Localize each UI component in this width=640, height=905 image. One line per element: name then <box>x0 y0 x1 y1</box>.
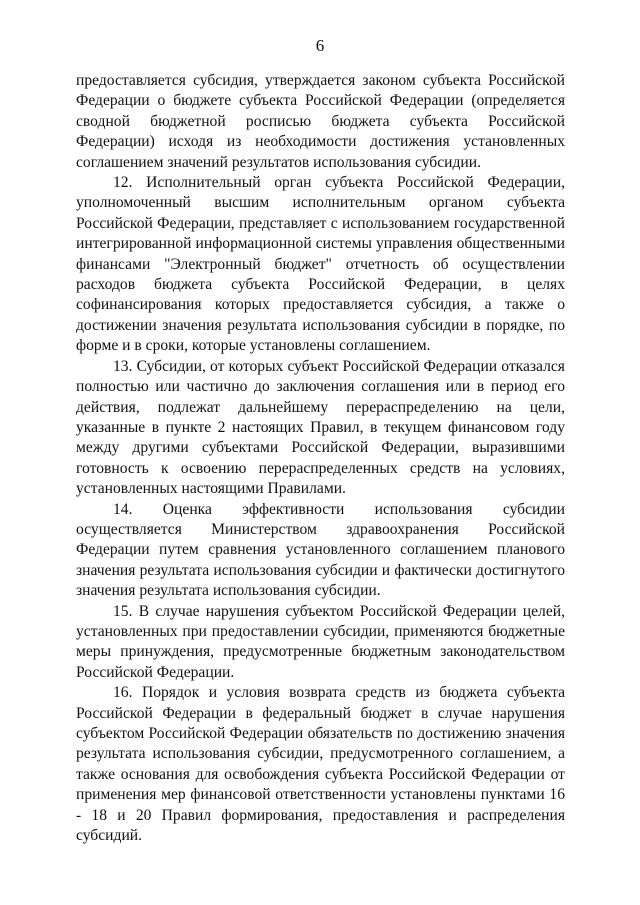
page-number: 6 <box>315 36 325 55</box>
paragraph-16: 16. Порядок и условия возврата средств из бюджета субъекта Российской Федерации в федеральный бюджет в случае нарушения субъектом Российской Федерации обязательств по достижению значения результата использования субсидии, предусмотренного соглашением, а также основания для освобождения субъекта Российской Федерации от применения мер финансовой ответственности установлены пунктами 16 - 18 и 20 Правил формирования, предоставления и распределения субсидий. <box>76 684 565 845</box>
paragraph-14: 14. Оценка эффективности использования субсидии осуществляется Министерством здравоохранения Российской Федерации путем сравнения установленного соглашением планового значения результата использования субсидии и фактически достигнутого значения результата использования субсидии. <box>76 500 565 600</box>
paragraph-15: 15. В случае нарушения субъектом Российской Федерации целей, установленных при предоставлении субсидии, применяются бюджетные меры принуждения, предусмотренные бюджетным законодательством Российской Федерации. <box>76 602 565 681</box>
document-body <box>76 71 565 846</box>
paragraph-13: 13. Субсидии, от которых субъект Российской Федерации отказался полностью или частично до заключения соглашения или в период его действия, подлежат дальнейшему перераспределению на цели, указанные в пункте 2 настоящих Правил, в текущем финансовом году между другими субъектами Российской Федерации, выразившими готовность к освоению перераспределенных средств на условиях, установленных настоящими Правилами. <box>76 357 565 498</box>
paragraph-continued: предоставляется субсидия, утверждается законом субъекта Российской Федерации о бюджете субъекта Российской Федерации (определяется сводной бюджетной росписью бюджета субъекта Российской Федерации) исходя из необходимости достижения установленных соглашением значений результатов использования субсидии. <box>76 72 565 171</box>
paragraph-12: 12. Исполнительный орган субъекта Российской Федерации, уполномоченный высшим исполнительным органом субъекта Российской Федерации, представляет с использованием государственной интегрированной информационной системы управления общественными финансами "Электронный бюджет" отчетность об осуществлении расходов бюджета субъекта Российской Федерации, в целях софинансирования которых предоставляется субсидия, а также о достижении значения результата использования субсидии в порядке, по форме и в сроки, которые установлены соглашением. <box>76 174 565 355</box>
